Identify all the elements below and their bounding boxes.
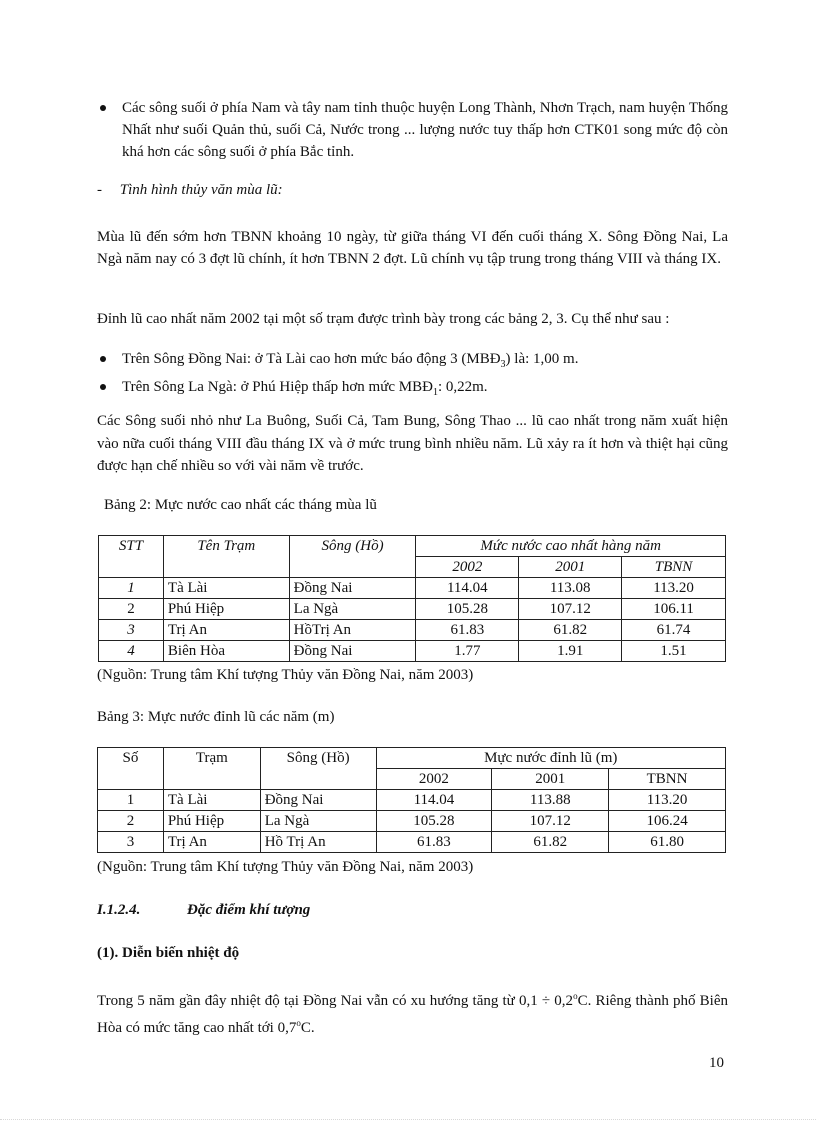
- flood-heading: [97, 180, 283, 201]
- table-cell: Đồng Nai: [289, 578, 416, 599]
- table-cell: 2: [99, 599, 164, 620]
- temperature-paragraph: Trong 5 năm gần đây nhiệt độ tại Đồng Nai vẫn có xu hướng tăng từ $0,1 \div 0,2^oC$. Riêng thành phố Biên Hòa có mức tăng cao nhất tới 0,7$^o$C.: [97, 991, 728, 1036]
- table-cell: 61.82: [492, 832, 609, 853]
- subsection-heading: (1). Diễn biến nhiệt độ: [97, 945, 240, 961]
- table-cell: Phú Hiệp: [163, 811, 260, 832]
- table-cell: 61.80: [609, 832, 726, 853]
- section-title: Đặc điểm khí tượng: [187, 902, 311, 918]
- table2-header-station: Tên Trạm: [163, 536, 289, 578]
- table-cell: 1.51: [622, 641, 726, 662]
- bullet-dot-icon: [100, 356, 106, 362]
- flood-heading-text: Tình hình thủy văn mùa lũ:: [119, 182, 283, 198]
- table-cell: Tà Lài: [163, 578, 289, 599]
- table-row: [98, 832, 726, 853]
- table-cell: 106.24: [609, 811, 726, 832]
- table2-header-2001: 2001: [519, 557, 622, 578]
- table2-header-group: Mức nước cao nhất hàng năm: [416, 536, 726, 557]
- small-rivers-paragraph: Các Sông suối nhỏ như La Buông, Suối Cả, Tam Bung, Sông Thao ... lũ cao nhất trong năm xuất hiện vào nữa cuối tháng VIII đầu tháng IX và ở mức trung bình nhiều năm. Lũ xảy ra ít hơn và thiệt hại cũng được hạn chế nhiều so với vài năm về trước.: [97, 413, 728, 474]
- table3-header-2002: 2002: [376, 769, 492, 790]
- table-cell: 3: [99, 620, 164, 641]
- table2-caption: Bảng 2: Mực nước cao nhất các tháng mùa lũ: [104, 497, 377, 513]
- table-cell: 61.82: [519, 620, 622, 641]
- table-row: [99, 578, 726, 599]
- table-cell: 114.04: [376, 790, 492, 811]
- table-cell: 1: [99, 578, 164, 599]
- table-cell: La Ngà: [260, 811, 376, 832]
- table-cell: Đồng Nai: [260, 790, 376, 811]
- table-cell: HồTrị An: [289, 620, 416, 641]
- table-cell: 113.20: [609, 790, 726, 811]
- intro-bullet-item: Các sông suối ở phía Nam và tây nam tỉnh thuộc huyện Long Thành, Nhơn Trạch, nam huyện Thống Nhất như suối Quản thủ, suối Cả, Nước trong ... lượng nước tuy thấp hơn CTK01 song mức độ còn khá hơn các sông suối ở phía Bắc tỉnh.: [122, 97, 728, 163]
- table-cell: 61.74: [622, 620, 726, 641]
- table-cell: 113.88: [492, 790, 609, 811]
- table2-header-row: [99, 536, 726, 557]
- table3-header-so: Số: [98, 748, 164, 790]
- table-cell: La Ngà: [289, 599, 416, 620]
- peak-intro-paragraph: Đỉnh lũ cao nhất năm 2002 tại một số trạm được trình bày trong các bảng 2, 3. Cụ thể như sau :: [97, 311, 670, 327]
- table3-header-river: Sông (Hồ): [260, 748, 376, 790]
- table-cell: Tà Lài: [163, 790, 260, 811]
- table-cell: 106.11: [622, 599, 726, 620]
- table3-header-tbnn: TBNN: [609, 769, 726, 790]
- page-number: 10: [709, 1055, 724, 1071]
- table2-header-tbnn: TBNN: [622, 557, 726, 578]
- table-cell: 107.12: [492, 811, 609, 832]
- peak-bullet-item: Trên Sông Đồng Nai: ở Tà Lài cao hơn mức báo động 3 $(MBĐ_3)$ là: 1,00 m.: [122, 348, 728, 376]
- table3-header-2001: 2001: [492, 769, 609, 790]
- table-cell: 61.83: [416, 620, 519, 641]
- table-cell: 1.91: [519, 641, 622, 662]
- flood-heading-dash: -: [97, 182, 102, 198]
- table3-source: (Nguồn: Trung tâm Khí tượng Thủy văn Đồng Nai, năm 2003): [97, 859, 474, 875]
- page-bottom-divider: [0, 1119, 816, 1120]
- table-row: [99, 599, 726, 620]
- table-cell: Đồng Nai: [289, 641, 416, 662]
- table-cell: 1.77: [416, 641, 519, 662]
- table-row: [98, 790, 726, 811]
- table-cell: 4: [99, 641, 164, 662]
- table-cell: 113.08: [519, 578, 622, 599]
- table3-header-station: Trạm: [163, 748, 260, 790]
- flood-season-paragraph: Mùa lũ đến sớm hơn TBNN khoảng 10 ngày, từ giữa tháng VI đến cuối tháng X. Sông Đồng Nai, La Ngà năm nay có 3 đợt lũ chính, ít hơn TBNN 2 đợt. Lũ chính vụ tập trung trong tháng VIII và tháng IX.: [97, 229, 728, 267]
- table-cell: 1: [98, 790, 164, 811]
- table-row: [99, 641, 726, 662]
- table-cell: 2: [98, 811, 164, 832]
- table-cell: 61.83: [376, 832, 492, 853]
- table-cell: 105.28: [416, 599, 519, 620]
- table-cell: 114.04: [416, 578, 519, 599]
- table2-header-river: Sông (Hồ): [289, 536, 416, 578]
- section-number: I.1.2.4.: [97, 902, 141, 918]
- table-cell: Trị An: [163, 620, 289, 641]
- table-cell: Hồ Trị An: [260, 832, 376, 853]
- table2-source: (Nguồn: Trung tâm Khí tượng Thủy văn Đồng Nai, năm 2003): [97, 667, 474, 683]
- table-cell: 107.12: [519, 599, 622, 620]
- table3-header-group: Mực nước đỉnh lũ (m): [376, 748, 725, 769]
- table-cell: 105.28: [376, 811, 492, 832]
- table-row: [99, 620, 726, 641]
- intro-bullet-list: [122, 97, 728, 163]
- table3-caption: Bảng 3: Mực nước đỉnh lũ các năm (m): [97, 709, 335, 725]
- table2: [98, 535, 726, 662]
- peak-bullet-list: [122, 348, 728, 404]
- bullet-dot-icon: [100, 384, 106, 390]
- table2-header-stt: STT: [99, 536, 164, 578]
- table3-header-row: [98, 748, 726, 769]
- table-cell: Phú Hiệp: [163, 599, 289, 620]
- table-cell: 3: [98, 832, 164, 853]
- table-cell: Biên Hòa: [163, 641, 289, 662]
- bullet-dot-icon: [100, 105, 106, 111]
- table3: [97, 747, 726, 853]
- table2-header-2002: 2002: [416, 557, 519, 578]
- table-cell: Trị An: [163, 832, 260, 853]
- table-cell: 113.20: [622, 578, 726, 599]
- peak-bullet-item: Trên Sông La Ngà: ở Phú Hiệp thấp hơn mức $MBĐ_1$: 0,22m.: [122, 376, 728, 404]
- table-row: [98, 811, 726, 832]
- section-heading: [97, 900, 311, 921]
